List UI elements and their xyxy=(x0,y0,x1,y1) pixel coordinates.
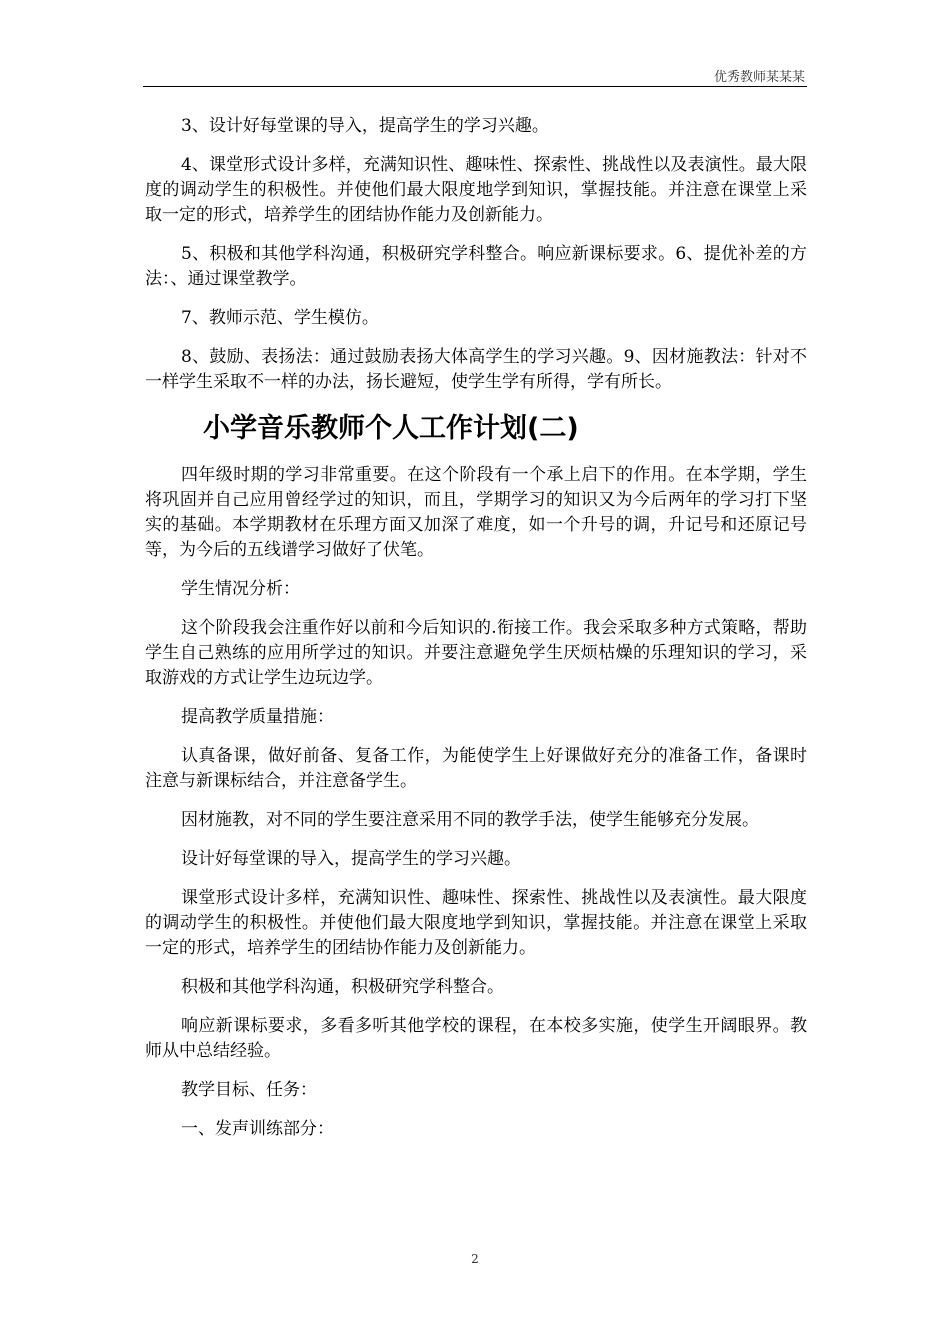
paragraph: 课堂形式设计多样，充满知识性、趣味性、探索性、挑战性以及表演性。最大限度的调动学生的积极性。并使他们最大限度地学到知识，掌握技能。并注意在课堂上采取一定的形式，培养学生的团结协作能力及创新能力。 xyxy=(145,888,807,958)
paragraph: 学生情况分析： xyxy=(181,579,300,599)
page-header-text: 优秀教师某某某 xyxy=(713,70,805,85)
page-number: 2 xyxy=(471,1252,479,1266)
paragraph: 四年级时期的学习非常重要。在这个阶段有一个承上启下的作用。在本学期，学生将巩固并自己应用曾经学过的知识，而且，学期学习的知识又为今后两年的学习打下坚实的基础。本学期教材在乐理方面又加深了难度，如一个升号的调，升记号和还原记号等，为今后的五线谱学习做好了伏笔。 xyxy=(145,465,807,560)
paragraph: 提高教学质量措施： xyxy=(181,707,334,727)
document-body xyxy=(145,114,807,1156)
header-divider xyxy=(143,86,807,87)
section-title: 小学音乐教师个人工作计划(二) xyxy=(203,413,579,444)
paragraph: 3、设计好每堂课的导入，提高学生的学习兴趣。 xyxy=(181,116,549,136)
paragraph: 4、课堂形式设计多样，充满知识性、趣味性、探索性、挑战性以及表演性。最大限度的调动学生的积极性。并使他们最大限度地学到知识，掌握技能。并注意在课堂上采取一定的形式，培养学生的团结协作能力及创新能力。 xyxy=(145,155,807,225)
paragraph: 认真备课，做好前备、复备工作，为能使学生上好课做好充分的准备工作，备课时注意与新课标结合，并注意备学生。 xyxy=(145,746,807,791)
paragraph: 8、鼓励、表扬法：通过鼓励表扬大体高学生的学习兴趣。9、因材施教法：针对不一样学生采取不一样的办法，扬长避短，使学生学有所得，学有所长。 xyxy=(145,347,807,392)
paragraph: 这个阶段我会注重作好以前和今后知识的.衔接工作。我会采取多种方式策略，帮助学生自己熟练的应用所学过的知识。并要注意避免学生厌烦枯燥的乐理知识的学习，采取游戏的方式让学生边玩边学。 xyxy=(145,618,807,688)
paragraph: 一、发声训练部分： xyxy=(181,1119,334,1139)
paragraph: 7、教师示范、学生模仿。 xyxy=(181,308,379,328)
paragraph: 设计好每堂课的导入，提高学生的学习兴趣。 xyxy=(181,849,521,869)
paragraph: 因材施教，对不同的学生要注意采用不同的教学手法，使学生能够充分发展。 xyxy=(181,810,759,830)
paragraph: 响应新课标要求，多看多听其他学校的课程，在本校多实施，使学生开阔眼界。教师从中总结经验。 xyxy=(145,1016,807,1061)
paragraph: 教学目标、任务： xyxy=(181,1080,317,1100)
paragraph: 5、积极和其他学科沟通，积极研究学科整合。响应新课标要求。6、提优补差的方法：、通过课堂教学。 xyxy=(145,244,807,289)
paragraph: 积极和其他学科沟通，积极研究学科整合。 xyxy=(181,977,504,997)
